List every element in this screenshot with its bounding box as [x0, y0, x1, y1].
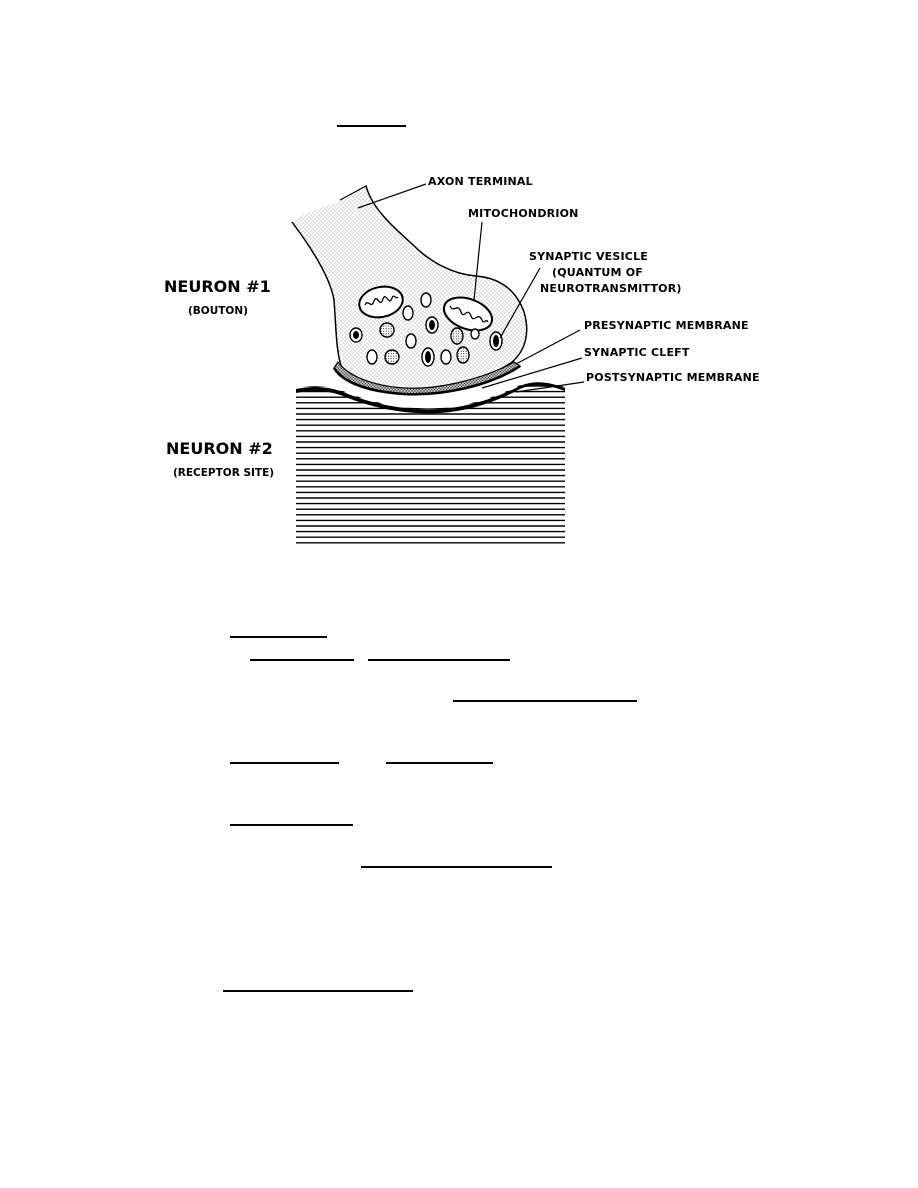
answer-blank-1: [230, 636, 327, 638]
synaptic-vesicle: [471, 329, 479, 339]
answer-blank-4: [453, 700, 637, 702]
answer-blank-3: [368, 659, 510, 661]
neuron2-body: [296, 380, 566, 550]
label-quantum-of: (QUANTUM OF: [552, 266, 643, 279]
vesicle-core: [493, 335, 499, 347]
synaptic-vesicle: [367, 350, 377, 364]
label-neurotransmittor: NEUROTRANSMITTOR): [540, 282, 682, 295]
answer-blank-5: [230, 762, 339, 764]
label-postsynaptic-membrane: POSTSYNAPTIC MEMBRANE: [586, 371, 760, 384]
label-neuron1: NEURON #1: [164, 277, 271, 296]
label-neuron2-sub: (RECEPTOR SITE): [173, 467, 275, 479]
synaptic-vesicle: [457, 347, 469, 363]
label-axon-terminal: AXON TERMINAL: [428, 175, 533, 188]
answer-blank-9: [223, 990, 413, 992]
vesicle-core: [429, 320, 435, 330]
vesicle-core: [425, 351, 431, 363]
synaptic-vesicle: [406, 334, 416, 348]
synaptic-vesicle: [385, 350, 399, 364]
answer-blank-7: [230, 824, 353, 826]
synaptic-vesicle: [380, 323, 394, 337]
label-synaptic-cleft: SYNAPTIC CLEFT: [584, 346, 690, 359]
synaptic-vesicle: [403, 306, 413, 320]
label-neuron2: NEURON #2: [166, 439, 273, 458]
answer-blank-8: [361, 866, 552, 868]
synaptic-vesicle: [451, 328, 463, 344]
label-neuron1-sub: (BOUTON): [188, 305, 248, 317]
label-synaptic-vesicle: SYNAPTIC VESICLE: [529, 250, 649, 263]
label-presynaptic-membrane: PRESYNAPTIC MEMBRANE: [584, 319, 749, 332]
synaptic-vesicle: [421, 293, 431, 307]
answer-blank-2: [250, 659, 354, 661]
vesicle-core: [353, 331, 359, 339]
synaptic-vesicle: [441, 350, 451, 364]
answer-blank-6: [386, 762, 493, 764]
label-mitochondrion: MITOCHONDRION: [468, 207, 579, 220]
